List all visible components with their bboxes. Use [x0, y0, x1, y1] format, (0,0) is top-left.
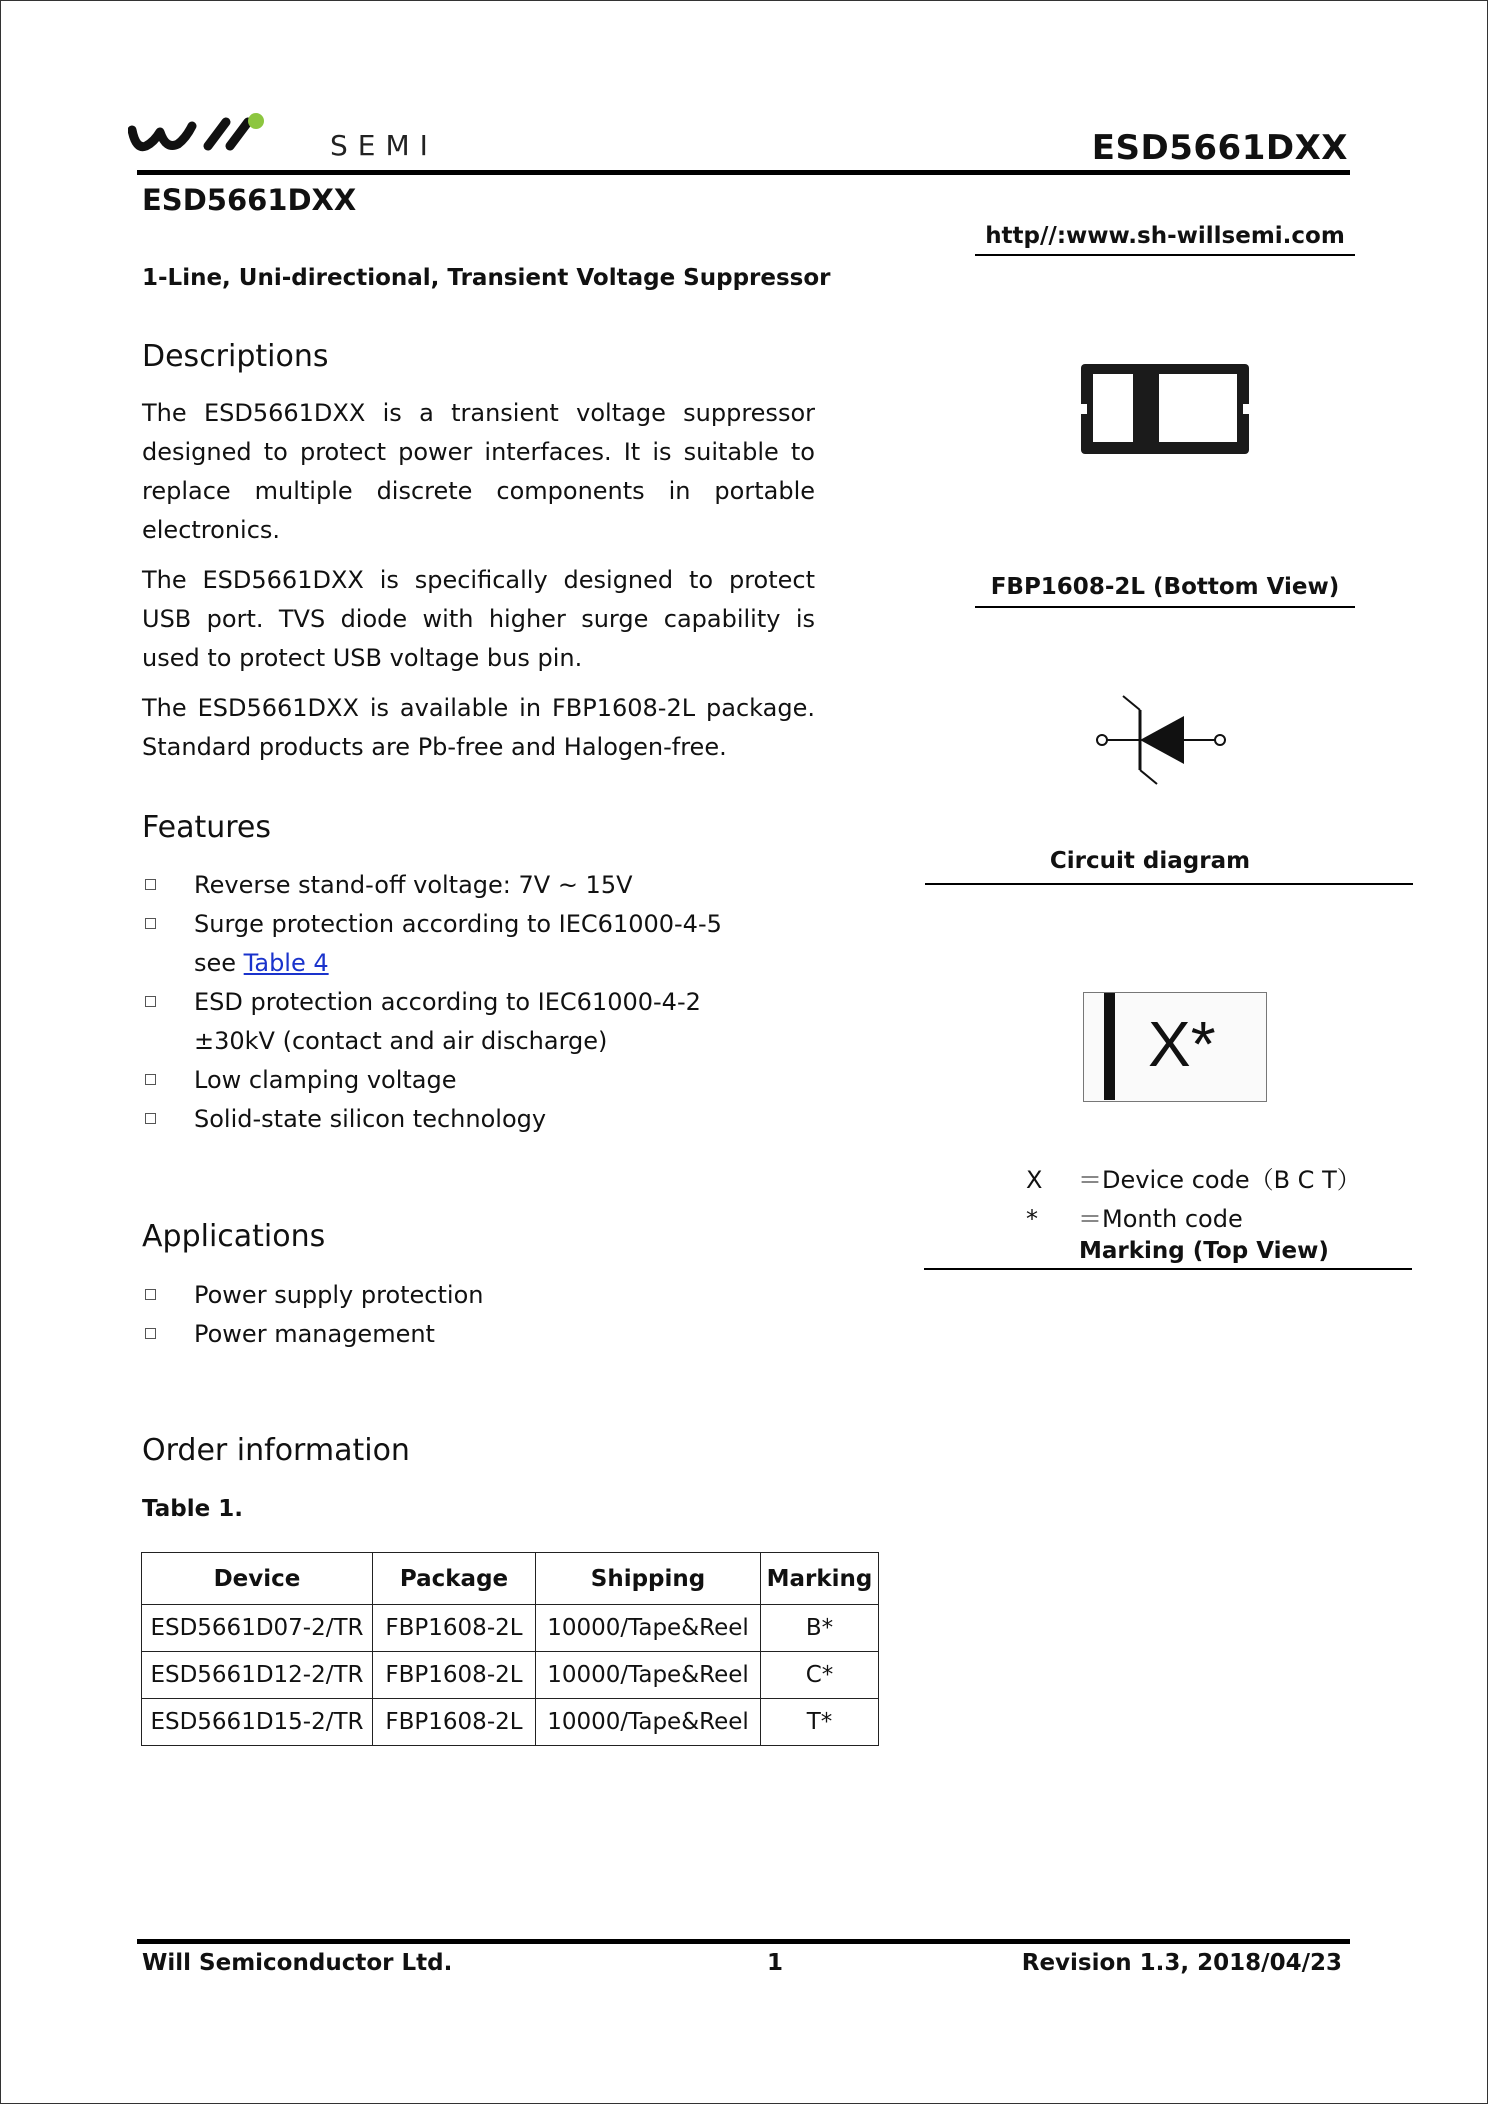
doc-subtitle: 1-Line, Uni-directional, Transient Voltage Suppressor: [142, 265, 831, 291]
application-text: Power supply protection: [194, 1281, 484, 1309]
column-header: Device: [142, 1553, 373, 1605]
circuit-caption: Circuit diagram: [1049, 848, 1251, 874]
features-heading: Features: [142, 810, 271, 845]
package-caption: FBP1608-2L (Bottom View): [990, 574, 1340, 600]
applications-heading: Applications: [142, 1219, 326, 1254]
list-item: [142, 905, 842, 983]
bullet-box-icon: [145, 918, 156, 929]
willsemi-logo-icon: [128, 106, 308, 164]
list-item: [142, 866, 842, 905]
descriptions-heading: Descriptions: [142, 339, 329, 374]
description-paragraph: The ESD5661DXX is available in FBP1608-2L package. Standard products are Pb-free and Halogen-free.: [142, 694, 815, 761]
legend-symbol: X: [1026, 1166, 1043, 1194]
footer-rule: [137, 1939, 1350, 1944]
brand-semi: SEMI: [330, 129, 438, 162]
list-item: [142, 1061, 842, 1100]
cell-shipping: 10000/Tape&Reel: [536, 1699, 761, 1746]
order-table: [141, 1552, 879, 1746]
cell-package: FBP1608-2L: [373, 1699, 536, 1746]
table-label: Table 1.: [142, 1496, 243, 1522]
marking-text: X*: [1148, 1008, 1216, 1080]
marking-caption-rule: [924, 1268, 1412, 1270]
description-paragraph: The ESD5661DXX is a transient voltage suppressor designed to protect power interfaces. It is suitable to replace multiple discrete components in portable electronics.: [142, 399, 815, 544]
features-list: [142, 866, 842, 1139]
bullet-box-icon: [145, 1074, 156, 1085]
feature-text: Reverse stand-off voltage: 7V ~ 15V: [194, 871, 633, 899]
cell-package: FBP1608-2L: [373, 1652, 536, 1699]
applications-list: [142, 1276, 842, 1354]
table-row: [142, 1652, 879, 1699]
order-heading: Order information: [142, 1433, 410, 1468]
list-item: [142, 983, 842, 1061]
descriptions-body: [142, 394, 815, 778]
cell-marking: B*: [761, 1605, 879, 1652]
bullet-box-icon: [145, 1328, 156, 1339]
package-bottom-view-icon: [1075, 358, 1255, 460]
legend-symbol: *: [1026, 1205, 1038, 1233]
description-paragraph: The ESD5661DXX is specifically designed to protect USB port. TVS diode with higher surge capability is used to protect USB voltage bus pin.: [142, 566, 815, 672]
bullet-box-icon: [145, 996, 156, 1007]
package-caption-rule: [975, 606, 1355, 608]
legend-row: [1026, 1160, 1361, 1195]
list-item: [142, 1100, 842, 1139]
footer-page-number: 1: [767, 1950, 784, 1976]
list-item: [142, 1276, 842, 1315]
cell-device: ESD5661D12-2/TR: [142, 1652, 373, 1699]
marking-top-view: [1083, 992, 1267, 1102]
pin1-stripe: [1104, 993, 1115, 1100]
doc-title: ESD5661DXX: [142, 183, 357, 217]
legend-description: ＝Month code: [1078, 1205, 1243, 1233]
bullet-box-icon: [145, 879, 156, 890]
cell-marking: C*: [761, 1652, 879, 1699]
legend-row: [1026, 1199, 1243, 1234]
column-header: Shipping: [536, 1553, 761, 1605]
footer-company: Will Semiconductor Ltd.: [142, 1950, 453, 1976]
table-row: [142, 1699, 879, 1746]
application-text: Power management: [194, 1320, 435, 1348]
table-header-row: [142, 1553, 879, 1605]
column-header: Marking: [761, 1553, 879, 1605]
header-part-number: ESD5661DXX: [1091, 128, 1348, 168]
cell-device: ESD5661D07-2/TR: [142, 1605, 373, 1652]
circuit-caption-rule: [925, 883, 1413, 885]
feature-text-see: see: [194, 949, 244, 977]
feature-text-line2: ±30kV (contact and air discharge): [194, 1027, 608, 1055]
bullet-box-icon: [145, 1289, 156, 1300]
bullet-box-icon: [145, 1113, 156, 1124]
website-url: http//:www.sh-willsemi.com: [985, 223, 1345, 249]
list-item: [142, 1315, 842, 1354]
table-row: [142, 1605, 879, 1652]
table-4-link[interactable]: Table 4: [243, 949, 329, 977]
feature-text: Solid-state silicon technology: [194, 1105, 547, 1133]
cell-shipping: 10000/Tape&Reel: [536, 1605, 761, 1652]
tvs-diode-symbol-icon: [1090, 690, 1240, 790]
footer-revision: Revision 1.3, 2018/04/23: [1021, 1950, 1342, 1976]
cell-package: FBP1608-2L: [373, 1605, 536, 1652]
feature-text: Low clamping voltage: [194, 1066, 457, 1094]
cell-device: ESD5661D15-2/TR: [142, 1699, 373, 1746]
header-rule: [137, 170, 1350, 175]
column-header: Package: [373, 1553, 536, 1605]
cell-shipping: 10000/Tape&Reel: [536, 1652, 761, 1699]
cell-marking: T*: [761, 1699, 879, 1746]
marking-caption: Marking (Top View): [1079, 1238, 1329, 1264]
feature-text: Surge protection according to IEC61000-4-5: [194, 910, 722, 938]
url-underline: [975, 254, 1355, 256]
legend-description: ＝Device code（B C T）: [1078, 1166, 1361, 1194]
feature-text: ESD protection according to IEC61000-4-2: [194, 988, 701, 1016]
